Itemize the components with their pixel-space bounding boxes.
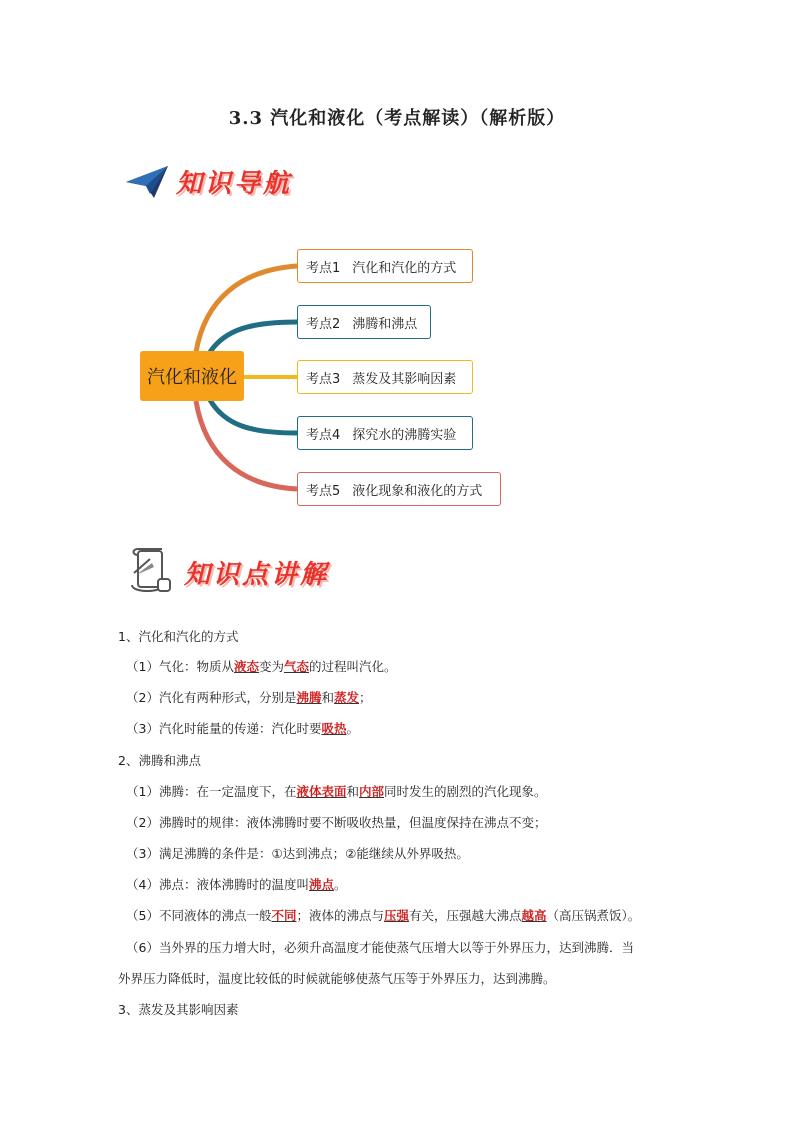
keyword: 压强 [384,908,410,923]
text: （3）汽化时能量的传递：汽化时要 [126,721,322,736]
keyword: 液体表面 [296,784,347,799]
mindmap-node-5 [297,472,501,506]
keyword: 越高 [521,908,547,923]
para-2-2: （2）沸腾时的规律：液体沸腾时要不断吸收热量，但温度保持在沸点不变； [126,815,547,830]
text: （1）气化：物质从 [126,659,234,674]
keyword: 气态 [284,659,310,674]
page-title: 3.3 汽化和液化（考点解读）（解析版） [228,108,566,129]
node-key: 考点3 [306,371,341,387]
keyword: 沸点 [308,877,334,892]
scroll-quill-icon [128,545,174,599]
mindmap-node-4 [297,416,473,450]
text: 和 [346,784,359,799]
mindmap-center: 汽化和液化 [140,351,244,401]
explain-heading-text: 知识点讲解 [184,559,330,590]
section-3-heading: 3、蒸发及其影响因素 [118,1002,239,1017]
keyword: 内部 [359,784,385,799]
mindmap-node-1 [297,249,473,283]
text: （2）汽化有两种形式，分别是 [126,690,297,705]
text: ； [359,690,372,705]
para-2-1 [126,782,547,800]
para-1-1 [126,657,397,675]
node-label: 汽化和汽化的方式 [352,260,457,276]
node-key: 考点5 [306,483,341,499]
text: 。 [333,877,347,892]
text: ；液体的沸点与 [296,908,384,923]
node-key: 考点1 [306,260,341,276]
explain-heading [128,545,329,599]
keyword: 不同 [271,908,297,923]
text: （高压锅煮饭）。 [546,908,641,923]
keyword: 吸热 [321,721,347,736]
node-key: 考点2 [306,316,341,332]
node-label: 液化现象和液化的方式 [352,483,483,499]
text: 。 [346,721,359,736]
text: 变为 [258,659,284,674]
keyword: 液态 [233,659,259,674]
keyword: 蒸发 [334,690,360,705]
text: 和 [321,690,334,705]
node-label: 沸腾和沸点 [352,316,418,332]
mindmap-node-3 [297,360,473,394]
para-2-6b: 外界压力降低时，温度比较低的时候就能够使蒸气压等于外界压力，达到沸腾。 [118,971,556,986]
para-1-2 [126,688,372,706]
para-2-6a: （6）当外界的压力增大时，必须升高温度才能使蒸气压增大以等于外界压力，达到沸腾．当 [126,940,634,955]
text: 的过程叫汽化。 [309,659,397,674]
text: （1）沸腾：在一定温度下，在 [126,784,297,799]
node-label: 探究水的沸腾实验 [352,427,457,443]
section-2-heading: 2、沸腾和沸点 [118,753,201,768]
text: 同时发生的剧烈的汽化现象。 [384,784,547,799]
para-2-5 [126,906,640,924]
text: （4）沸点：液体沸腾时的温度叫 [126,877,309,892]
section-1-heading: 1、汽化和汽化的方式 [118,629,239,644]
nav-heading-text: 知识导航 [176,169,293,199]
para-1-3 [126,719,359,737]
para-2-3: （3）满足沸腾的条件是：①达到沸点；②能继续从外界吸热。 [126,846,469,861]
keyword: 沸腾 [296,690,322,705]
node-key: 考点4 [306,427,341,443]
text: （5）不同液体的沸点一般 [126,908,272,923]
para-2-4 [126,875,347,893]
mindmap-node-2 [297,305,431,339]
node-label: 蒸发及其影响因素 [352,371,457,387]
text: 有关，压强越大沸点 [409,908,522,923]
